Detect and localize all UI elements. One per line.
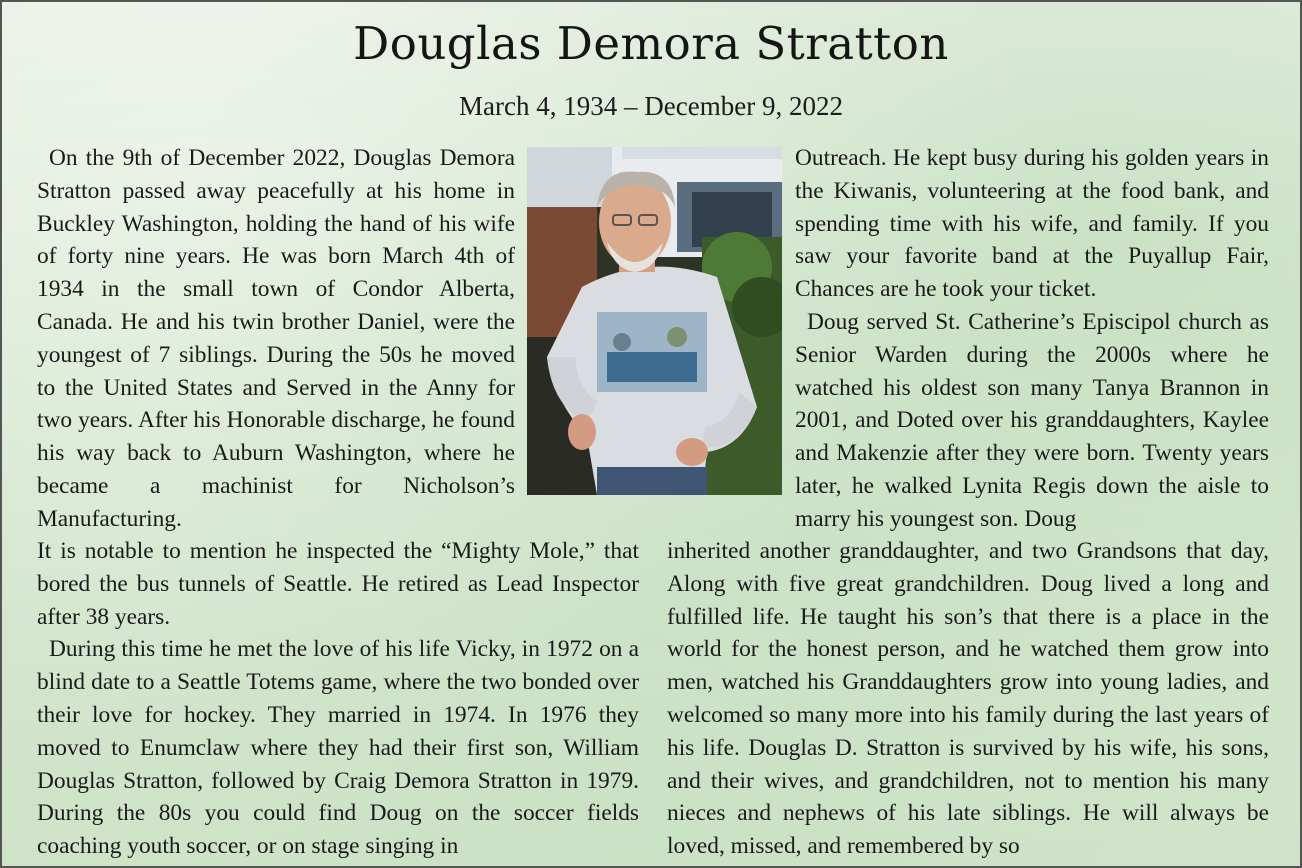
paragraph-outreach: Outreach. He kept busy during his golden years in the Kiwanis, volunteering at the food bank, and spending time with his wife, and family. If you saw your favorite band at the Puyallup Fair, Chances are he took your ticket. (795, 145, 1269, 303)
paragraph-church: Doug served St. Catherine’s Episcipol church as Senior Warden during the 2000s where he watched his oldest son many Tanya Brannon in 2001, and Doted over his granddaughters, Kaylee and Makenzie after they were born. Twenty years later, he walked Lynita Regis down the aisle to marry his youngest son. Doug (795, 308, 1269, 532)
paragraph-intro: On the 9th of December 2022, Douglas Demora Stratton passed away peacefully at his home in Buckley Washington, holding the hand of his wife of forty nine years. He was born March 4th of 1934 in the small town of Condor Alberta, Canada. He and his twin brother Daniel, were the youngest of 7 siblings. During the 50s he moved to the United States and Served in the Anny for two years. After his Honorable discharge, he found his way back to Auburn Washington, where he became a machinist for Nicholson’s Manufacturing. (37, 145, 515, 532)
column-right-bottom (667, 535, 1269, 863)
paragraph-career: It is notable to mention he inspected the “Mighty Mole,” that bored the bus tunnels of Seattle. He retired as Lead Inspector after 38 years. (37, 538, 639, 630)
column-right-top (795, 142, 1269, 536)
portrait-photo (527, 147, 782, 495)
column-left-top (37, 142, 515, 536)
paragraph-legacy: inherited another granddaughter, and two Grandsons that day, Along with five great grandchildren. Doug lived a long and fulfilled life. He taught his son’s that there is a place in the world for the honest person, and he watched them grow into men, watched his Granddaughters grow into young ladies, and welcomed so many more into his family during the last years of his life. Douglas D. Stratton is survived by his wife, his sons, and their wives, and grandchildren, not to mention his many nieces and nephews of his late siblings. He will always be loved, missed, and remembered by so (667, 538, 1269, 860)
life-dates: March 4, 1934 – December 9, 2022 (459, 91, 843, 121)
portrait-image (527, 147, 782, 495)
obituary-title: Douglas Demora Stratton (353, 17, 949, 70)
paragraph-family: During this time he met the love of his life Vicky, in 1972 on a blind date to a Seattle Totems game, where the two bonded over their love for hockey. They married in 1974. In 1976 they moved to Enumclaw where they had their first son, William Douglas Stratton, followed by Craig Demora Stratton in 1979. During the 80s you could find Doug on the soccer fields coaching youth soccer, or on stage singing in (37, 636, 639, 860)
column-left-bottom (37, 535, 639, 863)
